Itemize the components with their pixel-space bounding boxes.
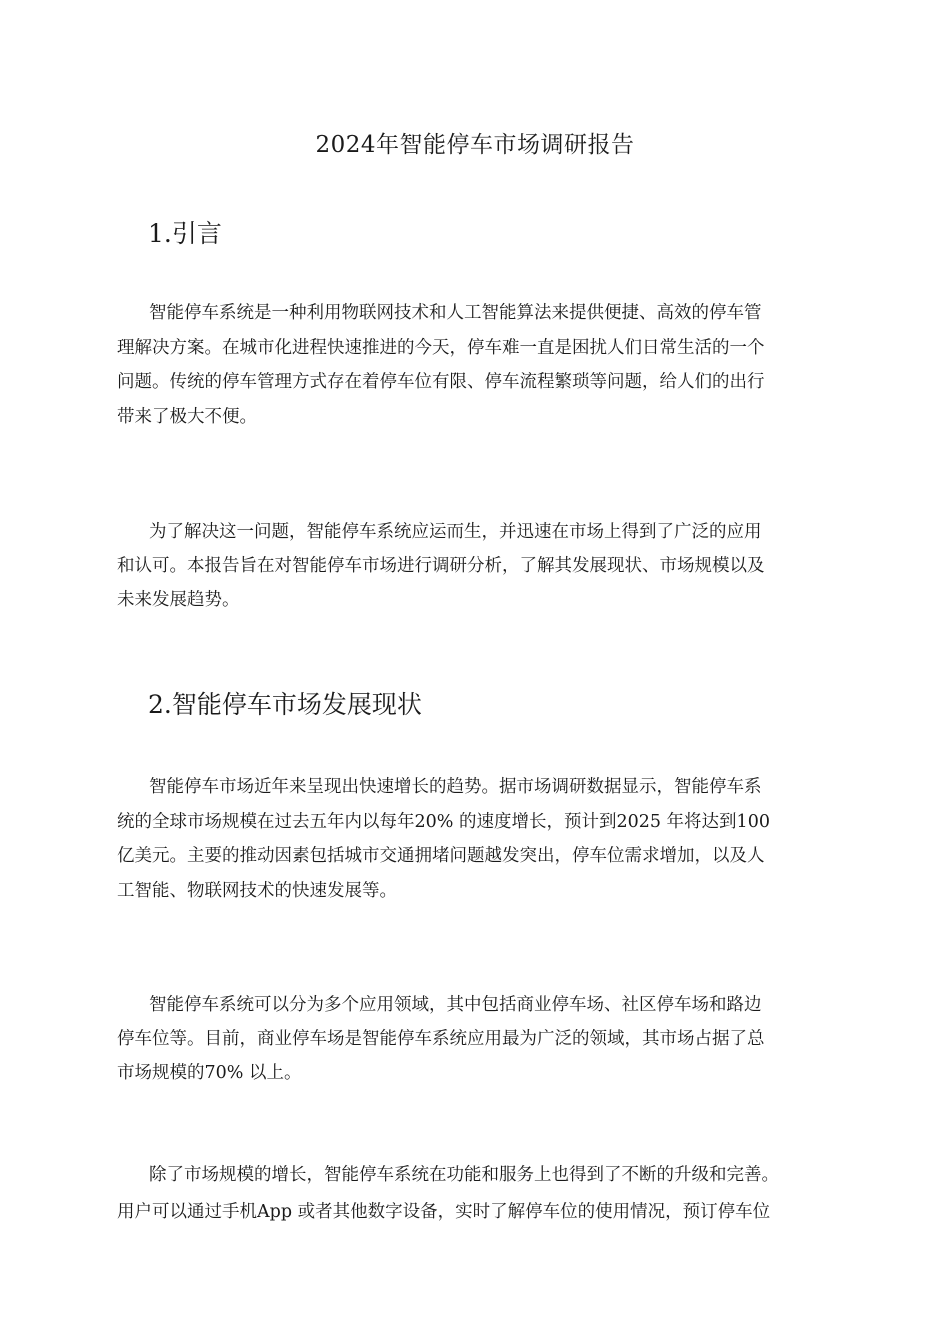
paragraph-line: 和认可。本报告旨在对智能停车市场进行调研分析，了解其发展现状、市场规模以及 [117,556,765,576]
paragraph-line: 智能停车市场近年来呈现出快速增长的趋势。据市场调研数据显示，智能停车系 [149,777,762,797]
paragraph-line: 停车位等。目前，商业停车场是智能停车系统应用最为广泛的领域，其市场占据了总 [117,1029,765,1049]
paragraph-line: 问题。传统的停车管理方式存在着停车位有限、停车流程繁琐等问题，给人们的出行 [117,372,765,393]
paragraph-line: 为了解决这一问题，智能停车系统应运而生，并迅速在市场上得到了广泛的应用 [149,522,762,542]
paragraph-line: 理解决方案。在城市化进程快速推进的今天，停车难一直是困扰人们日常生活的一个 [117,337,765,358]
section-heading-introduction: 1.引言 [148,219,222,248]
paragraph-market-2 [117,988,847,1090]
paragraph-line: 带来了极大不便。 [117,407,257,428]
paragraph-intro-2 [117,515,847,617]
paragraph-line: 除了市场规模的增长，智能停车系统在功能和服务上也得到了不断的升级和完善。 [149,1165,779,1185]
paragraph-line: 工智能、物联网技术的快速发展等。 [117,880,397,901]
document-title: 2024年智能停车市场调研报告 [315,132,635,158]
paragraph-line: 亿美元。主要的推动因素包括城市交通拥堵问题越发突出，停车位需求增加，以及人 [117,846,765,866]
paragraph-line: 统的全球市场规模在过去五年内以每年20% 的速度增长，预计到2025 年将达到100 [117,811,770,832]
section-heading-market-status: 2.智能停车市场发展现状 [148,690,422,719]
paragraph-intro-1 [117,296,847,435]
paragraph-market-3 [117,1157,847,1231]
paragraph-line: 智能停车系统可以分为多个应用领域，其中包括商业停车场、社区停车场和路边 [149,995,762,1015]
paragraph-line: 市场规模的70% 以上。 [117,1063,302,1083]
paragraph-line: 未来发展趋势。 [117,590,240,610]
paragraph-market-1 [117,770,847,908]
paragraph-line: 智能停车系统是一种利用物联网技术和人工智能算法来提供便捷、高效的停车管 [149,303,762,323]
paragraph-line: 用户可以通过手机App 或者其他数字设备，实时了解停车位的使用情况，预订停车位 [117,1202,771,1222]
